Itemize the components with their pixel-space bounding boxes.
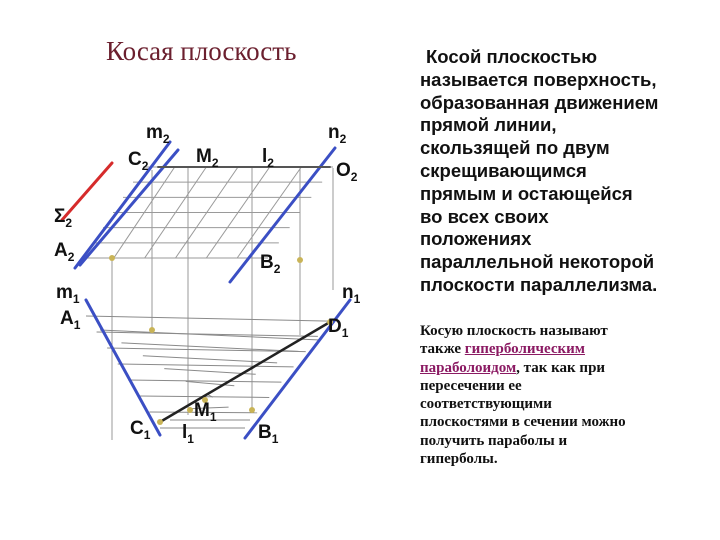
definition-line: плоскости параллелизма. xyxy=(420,273,658,295)
label-b2: $B_2$ xyxy=(260,252,281,276)
note-line: гиперболы. xyxy=(420,451,498,468)
note-line: соответствующими xyxy=(420,396,552,413)
ruling-line xyxy=(118,364,294,367)
line-m1 xyxy=(86,300,160,435)
label-m1: $m_1$ xyxy=(56,282,80,306)
ruling-line xyxy=(107,348,306,352)
note-line: получить параболы и xyxy=(420,432,568,449)
definition-line: положениях xyxy=(420,228,532,250)
main-lines xyxy=(62,142,350,438)
label-m2: $m_2$ xyxy=(146,122,170,146)
definition-line: образованная движением xyxy=(420,91,659,113)
definition-line: скрещивающимся xyxy=(420,159,587,181)
slide-title: Косая плоскость xyxy=(106,36,297,66)
point-marker xyxy=(297,257,303,263)
definition-line: скользящей по двум xyxy=(420,137,610,159)
paraboloid-link[interactable]: параболоидом xyxy=(420,359,517,376)
definition-line: во всех своих xyxy=(420,205,549,227)
note-line: пересечении ее xyxy=(420,377,522,394)
label-a2: $A_2$ xyxy=(54,240,75,264)
point-marker xyxy=(157,419,163,425)
label-sigma2: $\Sigma_2$ xyxy=(54,206,73,230)
definition-line: параллельной некоторой xyxy=(420,251,655,273)
definition-line: прямой линии, xyxy=(420,114,557,136)
label-b1: $B_1$ xyxy=(258,422,279,446)
upper-grid xyxy=(83,167,333,258)
hyperbolic-link[interactable]: гиперболическим xyxy=(464,341,586,358)
ruling-line xyxy=(86,316,330,321)
definition-line: называется поверхность, xyxy=(420,68,657,90)
ruling-line xyxy=(128,380,281,382)
ruling-line xyxy=(143,356,277,363)
projection-lines xyxy=(112,168,333,440)
label-c1: $C_1$ xyxy=(130,418,151,442)
point-marker xyxy=(109,255,115,261)
label-n1: $n_1$ xyxy=(342,282,361,306)
ruling-line xyxy=(100,330,320,340)
label-c2: $C_2$ xyxy=(128,149,149,173)
ruling-line xyxy=(97,332,318,336)
point-marker xyxy=(149,327,155,333)
note-line: плоскостями в сечении можно xyxy=(420,414,626,431)
point-marker xyxy=(187,407,193,413)
label-m1: $M_1$ xyxy=(194,400,217,424)
definition-line: Косой плоскостью xyxy=(426,46,598,67)
plane-trace-sigma2 xyxy=(62,163,112,220)
line-n2 xyxy=(230,148,335,282)
note-line-prefix: также xyxy=(420,341,465,358)
definition-line: прямым и остающейся xyxy=(420,182,633,204)
note-line: Косую плоскость называют xyxy=(420,323,608,339)
label-o2: $O_2$ xyxy=(336,160,358,184)
label-d1: $D_1$ xyxy=(328,316,349,340)
label-n2: $n_2$ xyxy=(328,122,347,146)
label-l2: $l_2$ xyxy=(262,146,274,170)
note-line-suffix: , так как при xyxy=(516,359,606,376)
label-l1: $l_1$ xyxy=(182,422,194,446)
point-marker xyxy=(249,407,255,413)
line-m2 xyxy=(75,142,170,268)
labels xyxy=(54,122,361,446)
label-a1: $A_1$ xyxy=(60,308,81,332)
label-m2: $M_2$ xyxy=(196,146,219,170)
